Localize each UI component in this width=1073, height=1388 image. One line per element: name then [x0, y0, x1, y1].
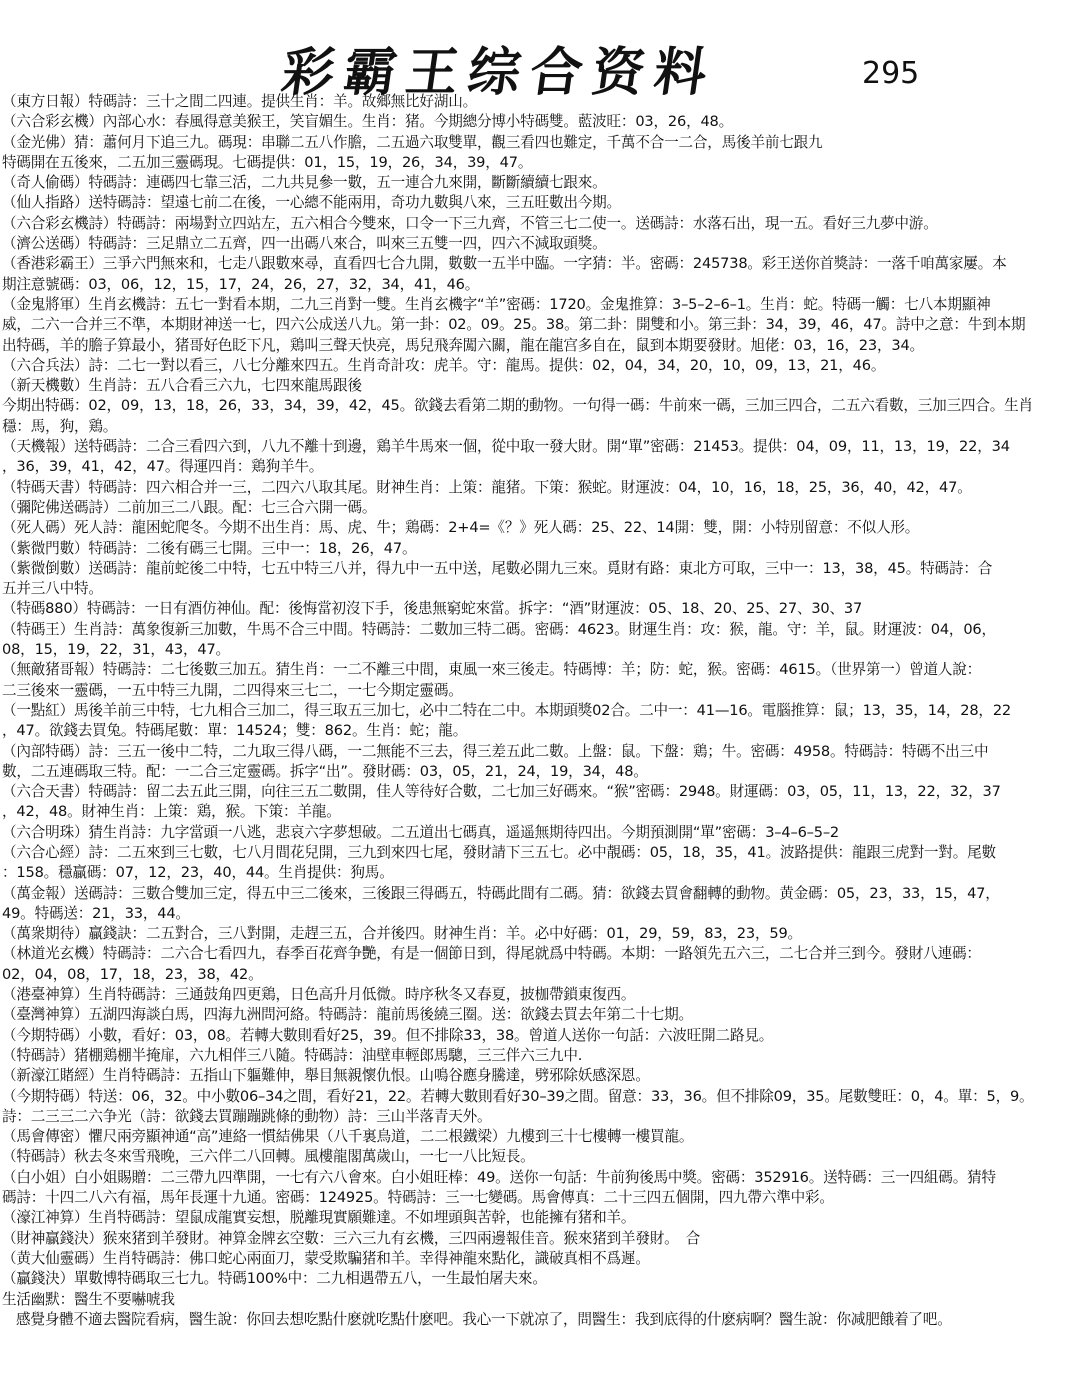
page-title: 彩霸王综合资料: [277, 42, 721, 103]
issue-number: 295: [862, 56, 920, 91]
text-line: （馬會傳密）懼尺兩旁顯神通“高”連絡一慣結佛果（八千裏鳥道，二二根鐵梁）九樓到三十七樓轉一樓買龍。: [2, 1128, 694, 1146]
text-line: （濠江神算）生肖特碼詩：望鼠成龍實妄想，脱離現實願難達。不如埋頭與苦幹，也能擁有猪和羊。: [2, 1209, 636, 1227]
text-line: （特碼天書）特碼詩：四六相合并一三，二四六八取其尾。財神生肖：上策：龍猪。下策：猴蛇。財運波：04，10，16，18，25，36，40，42，47。: [2, 478, 972, 496]
text-line: （六合明珠）猜生肖詩：九字當頭一八逃，悲哀六字夢想破。二五道出七碼真，遥遥無期待四出。今期預測開“單”密碼：3–4–6–5–2: [2, 823, 840, 841]
text-line: （奇人偷碼）特碼詩：連碼四七靠三活，二九共見參一數，五一連合九來開，斷斷續續七跟來。: [2, 174, 607, 192]
text-line: ，47。欲錢去買兔。特碼尾數：單：14524；雙：862。生肖：蛇；龍。: [2, 722, 468, 740]
text-line: 感覺身體不適去醫院看病，醫生說：你回去想吃點什麽就吃點什麽吧。我心一下就凉了，問醫生：我到底得的什麽病啊？醫生說：你减肥餓着了吧。: [16, 1310, 952, 1328]
text-line: （濟公送碼）特碼詩：三足鼎立二五齊，四一出碼八來合，叫來三五雙一四，四六不減取頭獎。: [2, 235, 607, 253]
text-line: ：158。穩贏碼：07，12，23，40，44。生肖提供：狗馬。: [2, 864, 394, 882]
text-line: 今期出特碼：02，09，13，18，26，33，34，39，42，45。欲錢去看第二期的動物。一句得一碼：牛前來一碼，三加三四合，二五六看數，三加三四合。生肖: [2, 397, 1033, 415]
text-line: （六合天書）特碼詩：留二去五此三開，向往三五二數開，佳人等待好合數，二七加三好碼來。“猴”密碼：2948。財運碼：03，05，11，13，22，32，37: [2, 783, 1001, 801]
text-line: 威，二六一合并三不準，本期財神送一七，四六公成送八九。第一卦：02。09。25。38。第二卦：開雙和小。第三卦：34，39，46，47。詩中之意：牛到本期: [2, 316, 1026, 334]
text-line: 期注意號碼：03，06，12，15，17，24，26，27，32，34，41，46。: [2, 275, 480, 293]
text-line: 49。特碼送：21，33，44。: [2, 904, 190, 922]
text-line: （六合心經）詩：二五來到三七數，七八月間花兒開，三九到來四七尾，發財請下三五七。必中靚碼：05，18，35，41。波路提供：龍跟三虎對一對。尾數: [2, 843, 996, 861]
text-line: （香港彩霸王）三爭六門無來和，七走八跟數來尋，直看四七合九開，數數一五半中臨。一字猜：半。密碼：245738。彩王送你首獎詩：一落千咱萬家屢。本: [2, 255, 1007, 273]
text-line: （港臺神算）生肖特碼詩：三通鼓角四更鶏，日色高升月低微。時序秋冬又春夏，披枷帶鎖東復西。: [2, 986, 636, 1004]
text-line: （財神贏錢決）猴來猪到羊發財。神算金牌玄空數：三六三九有玄機，三四兩邊報佳音。猴來猪到羊發財。 合: [2, 1229, 700, 1247]
text-line: （特碼詩）猪棚鶏棚半掩扉，六九相伴三八隨。特碼詩：油壁車輕郎馬驄，三三伴六三九中.: [2, 1046, 583, 1064]
text-line: 出特碼，羊的膽子算最小，猪哥好色眨下凡，鶏叫三聲天快亮，馬兒飛奔闖六關，龍在龍宫多自在，鼠到本期要發財。旭佬：03，16，23，34。: [2, 336, 924, 354]
text-line: （六合彩玄機詩）特碼詩：兩場對立四站左，五六相合今雙來，口令一下三九齊，不管三七二使一。送碼詩：水落石出，現一五。看好三九夢中游。: [2, 214, 938, 232]
text-line: 碼詩：十四二八六有福，馬年長運十九通。密碼：124925。特碼詩：三一七變碼。馬會傳真：二十三四五個開，四九帶六準中彩。: [2, 1189, 834, 1207]
text-line: （天機報）送特碼詩：二合三看四六到，八九不離十到邊，鶏羊牛馬來一個，從中取一發大財。開“單”密碼：21453。提供：04，09，11，13，19，22，34: [2, 438, 1010, 456]
text-line: （六合彩玄機）內部心水：春風得意美猴王，笑盲媚生。生肖：猪。今期總分博小特碼雙。藍波旺：03，26，48。: [2, 113, 734, 131]
text-line: ，36，39，41，42，47。得運四肖：鶏狗羊牛。: [2, 458, 324, 476]
text-line: （白小姐）白小姐賜贈：二三帶九四準開，一七有六八會來。白小姐旺棒：49。送你一句話：牛前狗後馬中獎。密碼：352916。送特碼：三一四組碼。猜特: [2, 1168, 996, 1186]
text-line: （紫微門數）特碼詩：二後有碼三七開。三中一：18，26，47。: [2, 539, 417, 557]
text-line: 02，04，08，17，18，23，38，42。: [2, 965, 263, 983]
text-line: （特碼880）特碼詩：一日有酒仿神仙。配：後悔當初沒下手，後患無窮蛇來當。拆字：“酒”財運波：05、18、20、25、27、30、37: [2, 600, 863, 618]
text-line: 詩：二三三二六争光（詩：欲錢去買蹦蹦跳條的動物）詩：三山半落青天外。: [2, 1107, 492, 1125]
article-body: [2, 92, 1068, 1330]
text-line: （金光佛）猜：蕭何月下追三九。碼現：串聯二五八作膽，二五過六取雙單，觀三看四也難定，千萬不合一二合，馬後羊前七跟九: [2, 133, 823, 151]
text-line: （無敵猪哥報）特碼詩：二七後數三加五。猜生肖：一二不離三中間，東風一來三後走。特碼博：羊；防：蛇，猴。密碼：4615。（世界第一）曾道人說：: [2, 661, 982, 679]
text-line: （死人碼）死人詩：龍困蛇爬冬。今期不出生肖：馬、虎、牛；鶏碼：2+4=《？》死人碼：25、22、14開：雙，開：小特別留意：不似人形。: [2, 519, 920, 537]
text-line: （紫微倒數）送碼詩：龍前蛇後二中特，七五中特三八并，得九中一五中送，尾數必開九三來。覓財有路：東北方可取，三中一：13，38，45。特碼詩：合: [2, 559, 993, 577]
text-line: ，42，48。財神生肖：上策：鶏，猴。下策：羊龍。: [2, 803, 341, 821]
text-line: （贏錢決）單數博特碼取三七九。特碼100%中：二九相遇帶五八，一生最怕屠夫來。: [2, 1270, 547, 1288]
text-line: （林道光玄機）特碼詩：二六合七看四九，春季百花齊争艷，有是一個節日到，得尾就爲中特碼。本期：一路領先五六三，二七合并三到今。發財八連碼：: [2, 945, 981, 963]
text-line: 生活幽默：醫生不要嚇唬我: [2, 1290, 175, 1308]
text-line: （萬金報）送碼詩：三數合雙加三定，得五中三二後來，三後跟三得碼五，特碼此間有二碼。猜：欲錢去買會翻轉的動物。黄金碼：05，23，33，15，47，: [2, 884, 1000, 902]
text-line: （萬衆期待）贏錢訣：二五對合，三八對開，走趕三五，合并後四。財神生肖：羊。必中好碼：01，29，59，83，23，59。: [2, 925, 802, 943]
text-line: 特碼開在五後來，二五加三靈碼現。七碼提供：01，15，19，26，34，39，47。: [2, 153, 533, 171]
text-line: （一點紅）馬後羊前三中特，七九相合三加二，得三取五三加七，必中二特在二中。本期頭獎02合。二中一：41—16。電腦推算：鼠；13，35，14，28，22: [2, 701, 1011, 719]
text-line: （仙人指路）送特碼詩：望遠七前二在後，一心總不能兩用，奇功九數與八來，三五旺數出今期。: [2, 194, 621, 212]
text-line: （新濠江賭經）生肖特碼詩：五指山下軀難伸，舉目無親懷仇恨。山鳴谷應身騰達，劈邪除妖感深恩。: [2, 1067, 650, 1085]
text-line: （今期特碼）小數，看好：03，08。若轉大數則看好25，39。但不排除33，38。曾道人送你一句話：六波旺開二路見。: [2, 1026, 774, 1044]
text-line: （東方日報）特碼詩：三十之間二四連。提供生肖：羊。故鄉無比好湖山。: [2, 93, 477, 110]
text-line: 數，二五連碼取三特。配：一二合三定靈碼。拆字“出”。發財碼：03，05，21，24，19，34，48。: [2, 762, 648, 780]
text-line: （特碼詩）秋去冬來雪飛晚，三六伴二八回轉。風樓龍閣萬歲山，一七一八比短長。: [2, 1148, 535, 1166]
text-line: （金鬼將軍）生肖玄機詩：五七一對看本期，二九三肖對一雙。生肖玄機字“羊”密碼：1720。金鬼推算：3–5–2–6–1。生肖：蛇。特碼一觸：七八本期顯神: [2, 295, 991, 313]
text-line: 二三後來一靈碼，一五中特三九開，二四得來三七二，一七今期定靈碼。: [2, 681, 463, 699]
text-line: （彌陀佛送碼詩）二前加三二八跟。配：七三合六開一碼。: [2, 498, 377, 516]
text-line: 08，15，19，22，31，43，47。: [2, 641, 230, 659]
text-line: 穩：馬，狗，鶏。: [2, 417, 118, 435]
text-line: （臺灣神算）五湖四海談白馬，四海九洲問河絡。特碼詩：龍前馬後繞三圈。送：欲錢去買去年第二十七期。: [2, 1006, 693, 1024]
text-line: （內部特碼）詩：三五一後中二特，二九取三得八碼，一二無能不三去，得三差五此二數。上盤：鼠。下盤：鶏；牛。密碼：4958。特碼詩：特碼不出三中: [2, 742, 989, 760]
text-line: （特碼王）生肖詩：萬象復新三加數，牛馬不合三中間。特碼詩：二數加三特二碼。密碼：4623。財運生肖：攻：猴，龍。守：羊，鼠。財運波：04，06，: [2, 620, 996, 638]
text-line: （六合兵法）詩：二七一對以看三，八七分離來四五。生肖奇計攻：虎羊。守：龍馬。提供：02，04，34，20，10，09，13，21，46。: [2, 356, 886, 374]
text-line: 五并三八中特。: [2, 580, 103, 598]
text-line: （新天機數）生肖詩：五八合看三六九，七四來龍馬跟後: [2, 377, 362, 395]
text-line: （黄大仙靈碼）生肖特碼詩：佛口蛇心兩面刀，蒙受欺騙猪和羊。幸得神龍來點化，識破真相不爲遲。: [2, 1249, 650, 1267]
text-line: （今期特碼）特送：06，32。中小數06–34之間，看好21，22。若轉大數則看好30–39之間。留意：33，36。但不排除09，35。尾數雙旺：0，4。單：5，9。: [2, 1087, 1034, 1105]
